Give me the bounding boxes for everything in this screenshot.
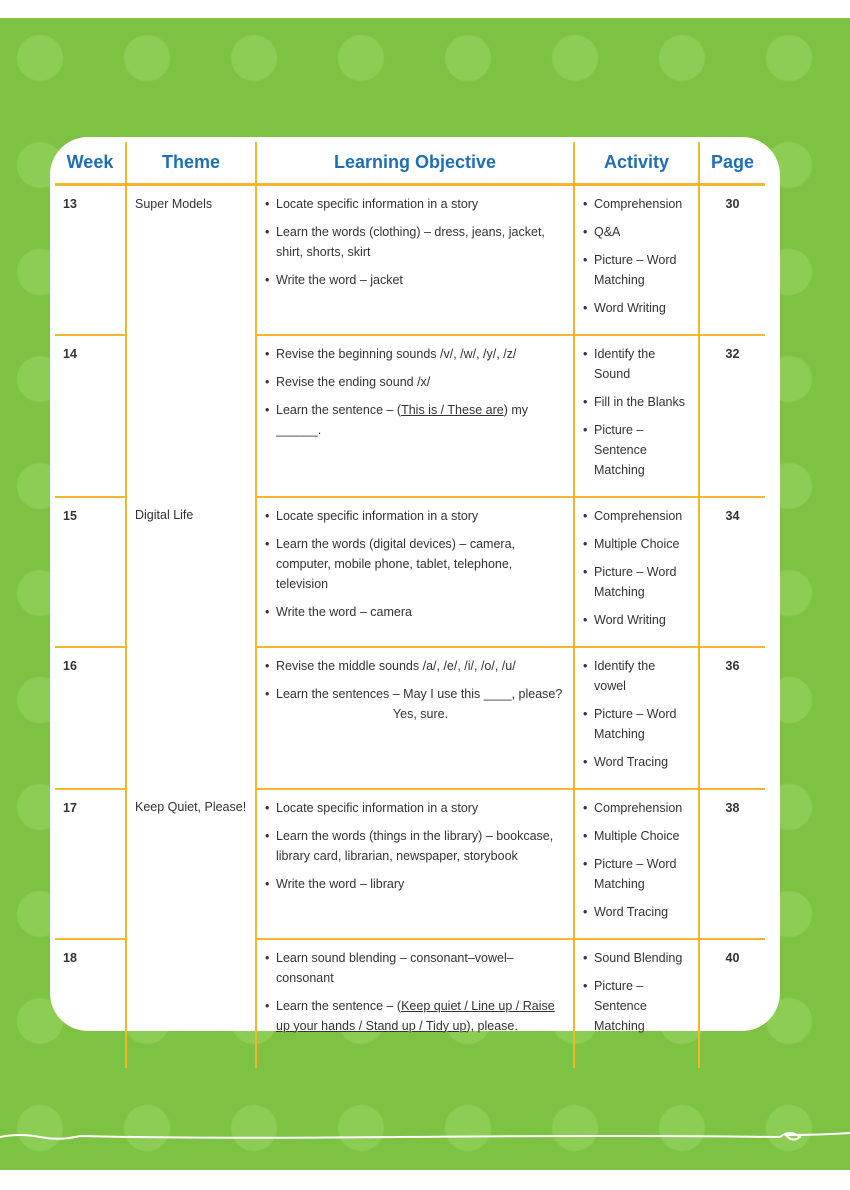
objective-text: Locate specific information in a story: [276, 196, 479, 211]
page-cell: 38: [699, 789, 765, 939]
activity-item: • Identify the Sound: [583, 344, 690, 384]
page-cell: 34: [699, 497, 765, 647]
objective-item: [265, 602, 565, 622]
page-cell: 30: [699, 184, 765, 335]
curriculum-table: [55, 142, 765, 1068]
objective-item: [265, 684, 565, 724]
objective-item: [265, 372, 565, 392]
table-row: [55, 184, 765, 335]
sentence-options: Keep quiet / Line up / Raise up your hands / Stand up / Tidy up: [276, 998, 555, 1033]
objective-cell: [256, 939, 574, 1068]
sentence-prefix: Learn the sentence – (: [276, 998, 402, 1013]
objective-text: Learn the words (clothing) – dress, jeans, jacket, shirt, shorts, skirt: [276, 224, 545, 259]
objective-item: [265, 222, 565, 262]
objective-item: [265, 874, 565, 894]
objective-text: Write the word – camera: [276, 604, 412, 619]
objective-item: [265, 400, 565, 440]
activity-item: • Word Writing: [583, 298, 690, 318]
activity-cell: [574, 939, 699, 1068]
page-cell: 36: [699, 647, 765, 789]
activity-cell: [574, 497, 699, 647]
objective-text: Locate specific information in a story: [276, 800, 479, 815]
activity-item: • Picture – Word Matching: [583, 704, 690, 744]
objective-item: [265, 656, 565, 676]
activity-item: • Word Tracing: [583, 752, 690, 772]
objective-text: Write the word – jacket: [276, 272, 403, 287]
activity-item: • Picture – Sentence Matching: [583, 420, 690, 480]
sentence-suffix: ) my ______.: [276, 402, 528, 437]
table-row: [55, 789, 765, 939]
activity-item: • Q&A: [583, 222, 690, 242]
wavy-line-decoration: [0, 1125, 850, 1145]
sentence-prefix: Learn the sentence – (: [276, 402, 402, 417]
activity-item: • Word Tracing: [583, 902, 690, 922]
week-cell: 18: [63, 950, 77, 965]
objective-cell: [256, 184, 574, 335]
activity-item: • Comprehension: [583, 194, 690, 214]
header-page: Page: [699, 142, 765, 184]
week-cell: 14: [55, 335, 126, 497]
activity-cell: [574, 184, 699, 335]
objective-item: [265, 948, 565, 988]
objective-text: Locate specific information in a story: [276, 508, 479, 523]
header-theme: Theme: [126, 142, 256, 184]
objective-item: [265, 798, 565, 818]
activity-cell: [574, 647, 699, 789]
objective-item: [265, 344, 565, 364]
header-week: Week: [55, 142, 126, 184]
objective-text: Learn the words (digital devices) – camera, computer, mobile phone, tablet, telephone, television: [276, 536, 516, 591]
week-cell: 16: [55, 647, 126, 789]
objective-cell: [256, 789, 574, 939]
objective-cell: [256, 497, 574, 647]
objective-text: Revise the middle sounds /a/, /e/, /i/, /o/, /u/: [276, 658, 516, 673]
objective-item: [265, 194, 565, 214]
answer-text: Yes, sure.: [392, 706, 449, 721]
objective-text: Learn the sentences – May I use this ____, please?: [276, 686, 563, 701]
objective-item: [265, 506, 565, 526]
objective-cell: [256, 335, 574, 497]
objective-item: [265, 270, 565, 290]
objective-text: Write the word – library: [276, 876, 405, 891]
activity-item: • Word Writing: [583, 610, 690, 630]
objective-text: Learn the words (things in the library) – bookcase, library card, librarian, newspaper, storybook: [276, 828, 554, 863]
page-cell: 32: [699, 335, 765, 497]
header-activity: Activity: [574, 142, 699, 184]
activity-item: • Sound Blending: [583, 948, 690, 968]
objective-text: Revise the ending sound /x/: [276, 374, 431, 389]
sentence-suffix: ), please.: [466, 1018, 518, 1033]
objective-item: [265, 534, 565, 594]
activity-cell: [574, 335, 699, 497]
activity-item: • Multiple Choice: [583, 534, 690, 554]
sentence-options: This is / These are: [401, 402, 504, 417]
objective-text: Learn sound blending – consonant–vowel–consonant: [276, 950, 514, 985]
objective-item: [265, 996, 565, 1036]
week-cell: 15: [55, 497, 126, 647]
objective-cell: [256, 647, 574, 789]
activity-item: • Comprehension: [583, 506, 690, 526]
theme-cell: Super Models: [126, 184, 256, 497]
table-row: [55, 497, 765, 647]
week-cell: 17: [55, 789, 126, 939]
activity-item: • Picture – Word Matching: [583, 562, 690, 602]
activity-item: • Picture – Sentence Matching: [583, 976, 690, 1036]
activity-item: • Fill in the Blanks: [583, 392, 690, 412]
activity-item: • Picture – Word Matching: [583, 250, 690, 290]
activity-cell: [574, 789, 699, 939]
week-cell: 13: [55, 184, 126, 335]
activity-item: • Identify the vowel: [583, 656, 690, 696]
activity-item: • Picture – Word Matching: [583, 854, 690, 894]
page-cell: 40: [699, 939, 765, 1068]
objective-item: [265, 826, 565, 866]
activity-item: • Multiple Choice: [583, 826, 690, 846]
theme-cell: Digital Life: [126, 497, 256, 789]
objective-text: Revise the beginning sounds /v/, /w/, /y/, /z/: [276, 346, 517, 361]
theme-cell: Keep Quiet, Please!: [126, 789, 256, 1068]
activity-item: • Comprehension: [583, 798, 690, 818]
header-objective: Learning Objective: [256, 142, 574, 184]
